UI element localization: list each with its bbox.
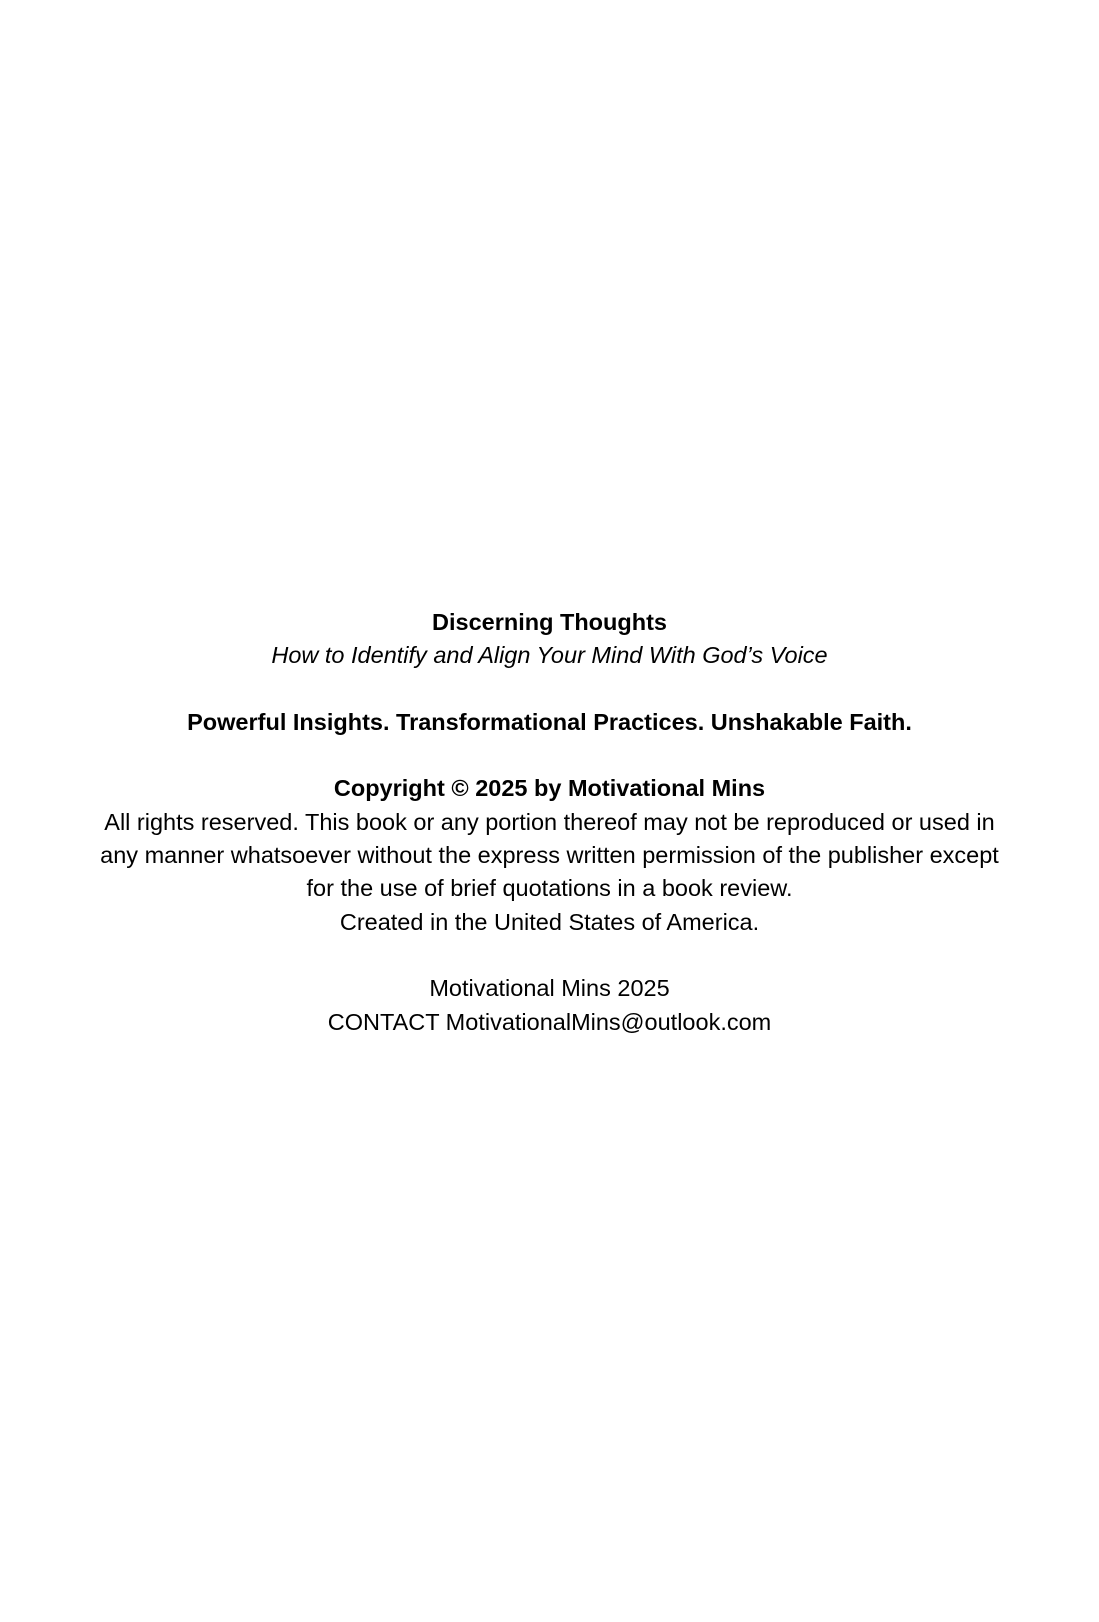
book-subtitle: How to Identify and Align Your Mind With God’s Voice (271, 642, 828, 669)
origin-line: Created in the United States of America. (339, 908, 760, 935)
publisher-line: Motivational Mins 2025 (429, 975, 670, 1002)
contact-line: CONTACT MotivationalMins@outlook.com (327, 1008, 772, 1035)
rights-line: any manner whatsoever without the express written permission of the publisher except (100, 842, 999, 869)
spacer (0, 739, 1099, 772)
rights-line: for the use of brief quotations in a book review. (306, 875, 793, 902)
spacer (0, 673, 1099, 706)
rights-line: All rights reserved. This book or any portion thereof may not be reproduced or used in (104, 808, 995, 835)
copyright-block (0, 606, 1099, 1039)
tagline: Powerful Insights. Transformational Practices. Unshakable Faith. (187, 708, 912, 735)
book-title: Discerning Thoughts (432, 609, 667, 635)
copyright-heading: Copyright © 2025 by Motivational Mins (333, 775, 766, 802)
spacer (0, 939, 1099, 972)
